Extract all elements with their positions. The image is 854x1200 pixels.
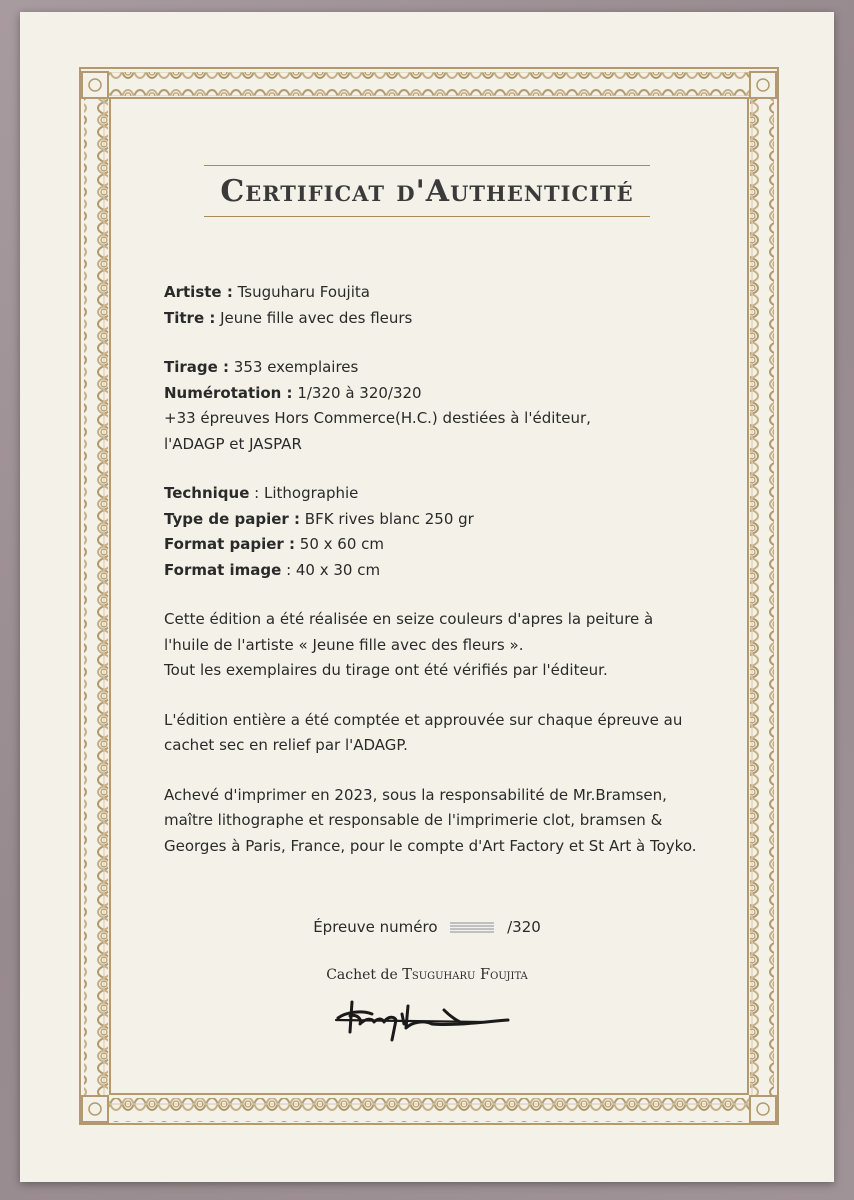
para1-line3: Tout les exemplaires du tirage ont été vérifiés par l'éditeur. bbox=[164, 661, 608, 679]
proof-number-total: /320 bbox=[507, 918, 541, 936]
stamp-prefix: Cachet de bbox=[326, 967, 403, 983]
paper-format-row bbox=[164, 532, 764, 558]
numerotation-value: 1/320 à 320/320 bbox=[292, 383, 422, 402]
para3-line3: Georges à Paris, France, pour le compte d'Art Factory et St Art à Toyko. bbox=[164, 836, 697, 855]
proof-number-blank bbox=[450, 922, 494, 934]
artist-label: Artiste : bbox=[164, 283, 233, 301]
para3-line2: maître lithographe et responsable de l'imprimerie clot, bramsen & bbox=[164, 811, 663, 829]
artwork-title-value: Jeune fille avec des fleurs bbox=[215, 308, 413, 327]
technique-label: Technique bbox=[164, 484, 250, 502]
certificate-title: Certificat d'Authenticité bbox=[220, 174, 634, 209]
technique-value: : Lithographie bbox=[249, 484, 359, 502]
paper-type-value: BFK rives blanc 250 gr bbox=[300, 509, 474, 528]
para2-line1: L'édition entière a été comptée et approuvée sur chaque épreuve au bbox=[164, 710, 683, 729]
title-block bbox=[204, 165, 650, 217]
para1-line2: l'huile de l'artiste « Jeune fille avec des fleurs ». bbox=[164, 635, 524, 654]
artist-row bbox=[164, 280, 764, 306]
paper-type-label: Type de papier : bbox=[164, 509, 301, 528]
para2-line2: cachet sec en relief par l'ADAGP. bbox=[164, 736, 408, 754]
para1-line1: Cette édition a été réalisée en seize couleurs d'apres la peiture à bbox=[164, 610, 654, 628]
numerotation-line3: l'ADAGP et JASPAR bbox=[164, 434, 302, 453]
technique-row bbox=[164, 481, 764, 507]
certificate-sheet bbox=[20, 12, 834, 1182]
para3-line1: Achevé d'imprimer en 2023, sous la responsabilité de Mr.Bramsen, bbox=[164, 785, 667, 804]
title-row bbox=[164, 306, 764, 332]
numerotation-row bbox=[164, 381, 764, 407]
tirage-label: Tirage : bbox=[164, 358, 230, 376]
tirage-row bbox=[164, 355, 764, 381]
numerotation-line2: +33 épreuves Hors Commerce(H.C.) destiées à l'éditeur, bbox=[164, 409, 591, 427]
proof-number-line bbox=[20, 918, 834, 936]
image-format-value: : 40 x 30 cm bbox=[281, 560, 381, 579]
artist-stamp-caption bbox=[20, 967, 834, 983]
proof-number-label: Épreuve numéro bbox=[313, 918, 438, 936]
image-format-row bbox=[164, 558, 764, 584]
artwork-title-label: Titre : bbox=[164, 308, 216, 327]
certificate-details bbox=[164, 280, 764, 859]
paper-type-row bbox=[164, 507, 764, 533]
numerotation-label: Numérotation : bbox=[164, 383, 293, 402]
paper-format-value: 50 x 60 cm bbox=[295, 535, 384, 553]
artist-signature bbox=[332, 988, 532, 1044]
tirage-value: 353 exemplaires bbox=[229, 358, 359, 376]
stamp-artist-name: Tsuguharu Foujita bbox=[402, 967, 528, 983]
paper-format-label: Format papier : bbox=[164, 535, 296, 553]
artist-value: Tsuguharu Foujita bbox=[232, 283, 370, 301]
title-rule-bottom bbox=[204, 216, 650, 217]
image-format-label: Format image bbox=[164, 560, 282, 579]
